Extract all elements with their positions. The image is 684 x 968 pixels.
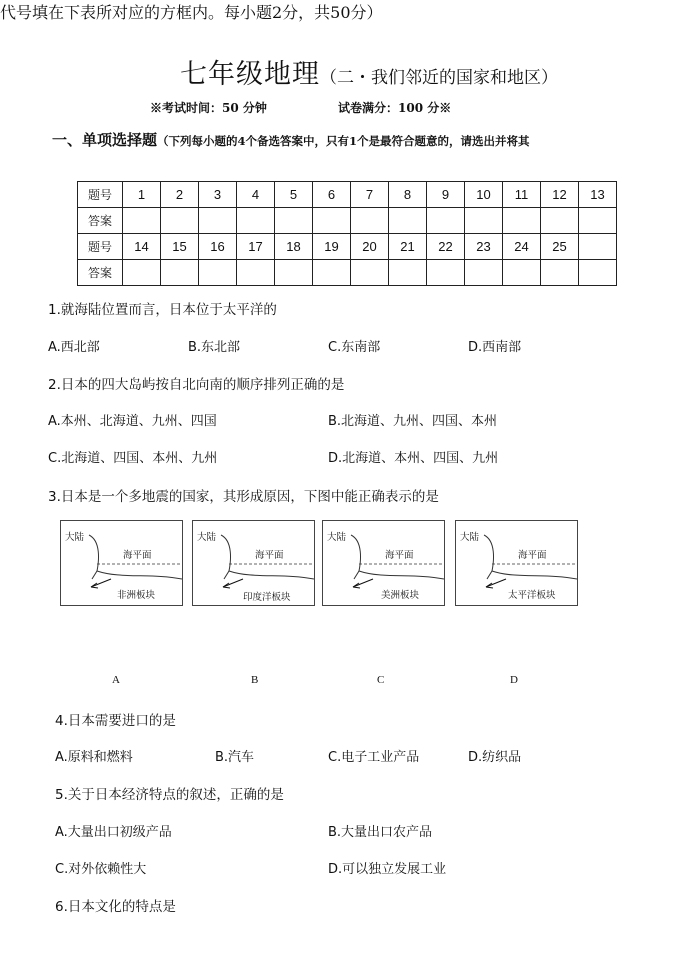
answer-cell[interactable] <box>199 208 237 234</box>
question-number: 10 <box>465 182 503 208</box>
continent-label: 大陆 <box>197 532 217 543</box>
row-label: 答案 <box>78 208 123 234</box>
answer-cell[interactable] <box>275 260 313 286</box>
q4-option-b[interactable]: B.汽车 <box>215 750 255 765</box>
answer-cell[interactable] <box>161 260 199 286</box>
full-score: 试卷满分：100 分※ <box>338 101 452 115</box>
question-number: 24 <box>503 234 541 260</box>
q2-option-a[interactable]: A.本州、北海道、九州、四国 <box>48 414 217 429</box>
question-number: 17 <box>237 234 275 260</box>
question-1-stem: 1.就海陆位置而言，日本位于太平洋的 <box>48 302 277 318</box>
q1-option-d[interactable]: D.西南部 <box>468 340 522 355</box>
question-number: 21 <box>389 234 427 260</box>
sea-level-label: 海平面 <box>518 550 547 561</box>
answer-table <box>77 181 617 286</box>
table-row <box>78 234 617 260</box>
q5-option-a[interactable]: A.大量出口初级产品 <box>55 825 172 840</box>
question-number: 13 <box>579 182 617 208</box>
answer-cell[interactable] <box>427 260 465 286</box>
question-number: 12 <box>541 182 579 208</box>
question-number: 16 <box>199 234 237 260</box>
answer-cell[interactable] <box>579 260 617 286</box>
plate-label: 美洲板块 <box>381 590 420 601</box>
answer-cell[interactable] <box>465 260 503 286</box>
continent-label: 大陆 <box>460 532 480 543</box>
page-title: 七年级地理（二・我们邻近的国家和地区） <box>180 59 558 90</box>
section1-instruction-1: （下列每小题的4个备选答案中，只有1个是最符合题意的，请选出并将其 <box>157 134 530 148</box>
section1-instruction-2: 代号填在下表所对应的方框内。每小题2分，共50分） <box>0 3 383 22</box>
q1-option-a[interactable]: A.西北部 <box>48 340 100 355</box>
q4-option-c[interactable]: C.电子工业产品 <box>328 750 420 765</box>
question-number <box>579 234 617 260</box>
answer-cell[interactable] <box>465 208 503 234</box>
question-number: 19 <box>313 234 351 260</box>
q1-option-c[interactable]: C.东南部 <box>328 340 381 355</box>
plate-label: 太平洋板块 <box>508 590 556 601</box>
answer-cell[interactable] <box>237 260 275 286</box>
question-number: 1 <box>123 182 161 208</box>
diagram-letter-b[interactable]: B <box>251 674 259 686</box>
diagram-d <box>455 520 578 606</box>
answer-cell[interactable] <box>237 208 275 234</box>
q2-option-c[interactable]: C.北海道、四国、本州、九州 <box>48 451 218 466</box>
answer-cell[interactable] <box>541 208 579 234</box>
answer-cell[interactable] <box>123 208 161 234</box>
q1-option-b[interactable]: B.东北部 <box>188 340 241 355</box>
diagram-b <box>192 520 315 606</box>
question-number: 7 <box>351 182 389 208</box>
q2-option-b[interactable]: B.北海道、九州、四国、本州 <box>328 414 498 429</box>
section1-heading-line <box>52 130 530 152</box>
diagram-c <box>322 520 445 606</box>
continent-label: 大陆 <box>65 532 85 543</box>
answer-cell[interactable] <box>313 260 351 286</box>
question-number: 20 <box>351 234 389 260</box>
answer-cell[interactable] <box>503 208 541 234</box>
question-number: 3 <box>199 182 237 208</box>
table-row <box>78 208 617 234</box>
question-number: 14 <box>123 234 161 260</box>
diagram-letter-a[interactable]: A <box>112 674 120 686</box>
row-label: 题号 <box>78 182 123 208</box>
diagram-letter-c[interactable]: C <box>377 674 385 686</box>
plate-label: 非洲板块 <box>117 590 156 601</box>
answer-cell[interactable] <box>541 260 579 286</box>
question-5-stem: 5.关于日本经济特点的叙述，正确的是 <box>55 787 284 803</box>
sea-level-label: 海平面 <box>385 550 414 561</box>
answer-cell[interactable] <box>579 208 617 234</box>
question-4-stem: 4.日本需要进口的是 <box>55 713 176 729</box>
answer-cell[interactable] <box>389 260 427 286</box>
question-number: 8 <box>389 182 427 208</box>
answer-cell[interactable] <box>313 208 351 234</box>
diagram-a <box>60 520 183 606</box>
answer-cell[interactable] <box>503 260 541 286</box>
answer-cell[interactable] <box>351 260 389 286</box>
answer-cell[interactable] <box>427 208 465 234</box>
sea-level-label: 海平面 <box>123 550 152 561</box>
question-number: 11 <box>503 182 541 208</box>
question-number: 2 <box>161 182 199 208</box>
row-label: 题号 <box>78 234 123 260</box>
question-2-stem: 2.日本的四大岛屿按自北向南的顺序排列正确的是 <box>48 377 345 393</box>
question-number: 18 <box>275 234 313 260</box>
continent-label: 大陆 <box>327 532 347 543</box>
answer-cell[interactable] <box>161 208 199 234</box>
question-3-stem: 3.日本是一个多地震的国家，其形成原因，下图中能正确表示的是 <box>48 489 439 505</box>
question-number: 5 <box>275 182 313 208</box>
answer-cell[interactable] <box>351 208 389 234</box>
diagram-letter-d[interactable]: D <box>510 674 518 686</box>
row-label: 答案 <box>78 260 123 286</box>
q5-option-c[interactable]: C.对外依赖性大 <box>55 862 147 877</box>
exam-time: ※考试时间：50 分钟 <box>150 101 267 115</box>
table-row <box>78 182 617 208</box>
answer-cell[interactable] <box>389 208 427 234</box>
answer-cell[interactable] <box>199 260 237 286</box>
page-subtitle: （二・我们邻近的国家和地区） <box>320 68 558 88</box>
answer-cell[interactable] <box>275 208 313 234</box>
q4-option-a[interactable]: A.原料和燃料 <box>55 750 133 765</box>
question-number: 23 <box>465 234 503 260</box>
question-number: 6 <box>313 182 351 208</box>
table-row <box>78 260 617 286</box>
q2-option-d[interactable]: D.北海道、本州、四国、九州 <box>328 451 499 466</box>
question-number: 25 <box>541 234 579 260</box>
answer-cell[interactable] <box>123 260 161 286</box>
question-number: 9 <box>427 182 465 208</box>
q4-option-d[interactable]: D.纺织品 <box>468 750 522 765</box>
question-number: 15 <box>161 234 199 260</box>
section1-heading: 一、单项选择题 <box>52 131 158 149</box>
question-number: 4 <box>237 182 275 208</box>
sea-level-label: 海平面 <box>255 550 284 561</box>
question-6-stem: 6.日本文化的特点是 <box>55 899 176 915</box>
q5-option-d[interactable]: D.可以独立发展工业 <box>328 862 447 877</box>
q5-option-b[interactable]: B.大量出口农产品 <box>328 825 433 840</box>
plate-label: 印度洋板块 <box>243 592 291 603</box>
question-number: 22 <box>427 234 465 260</box>
